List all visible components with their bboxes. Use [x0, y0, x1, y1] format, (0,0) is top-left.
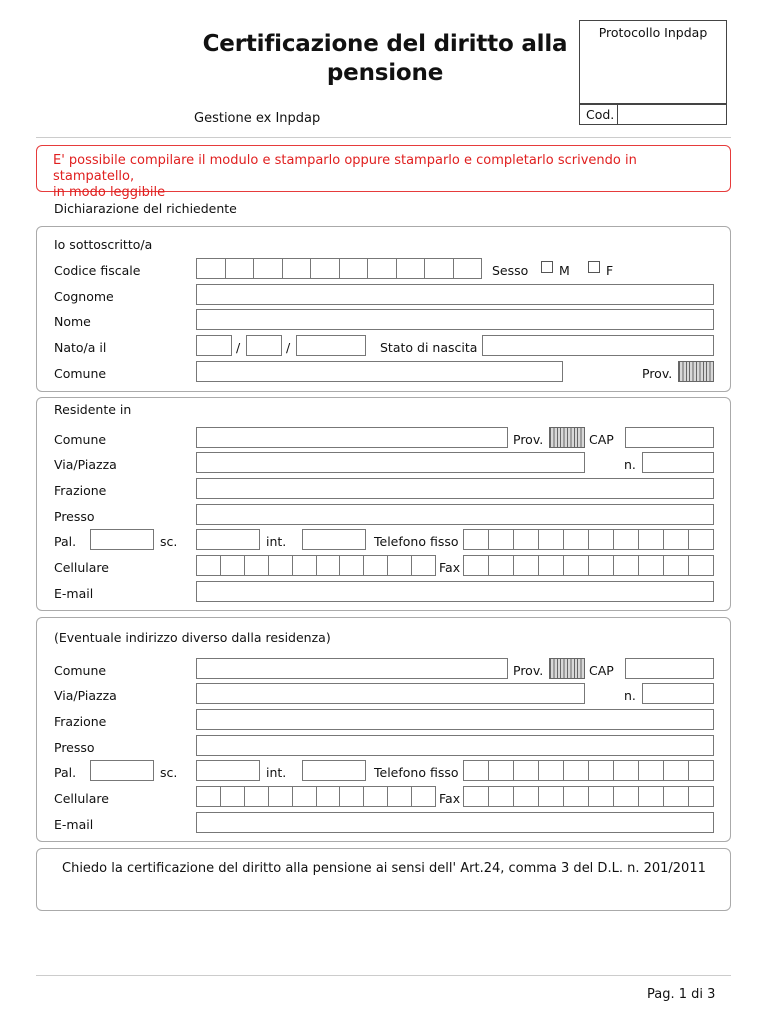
title-line-1: Certificazione del diritto alla	[202, 31, 568, 57]
request-section	[36, 848, 731, 911]
birth-country-label: Stato di nascita	[380, 340, 478, 355]
residence-province-input[interactable]	[549, 427, 585, 448]
alt-email-label: E-mail	[54, 817, 94, 832]
alt-fax-input[interactable]	[463, 786, 714, 807]
birth-municipality-label: Comune	[54, 366, 107, 381]
name-input[interactable]	[196, 309, 714, 330]
alt-municipality-input[interactable]	[196, 658, 508, 679]
alt-province-input[interactable]	[549, 658, 585, 679]
alt-hamlet-label: Frazione	[54, 714, 107, 729]
sex-male-checkbox[interactable]	[541, 261, 553, 273]
residence-staircase-label: sc.	[160, 534, 178, 549]
sex-male-label: M	[559, 263, 570, 278]
residence-interior-label: int.	[266, 534, 287, 549]
birth-date-label: Nato/a il	[54, 340, 107, 355]
residence-fax-label: Fax	[439, 560, 461, 575]
notice-line-1: E' possibile compilare il modulo e stamparlo oppure stamparlo e completarlo scrivendo in stampatello,	[53, 153, 637, 184]
alt-street-label: Via/Piazza	[54, 688, 117, 703]
alt-hamlet-input[interactable]	[196, 709, 714, 730]
alt-cap-input[interactable]	[625, 658, 714, 679]
residence-interior-input[interactable]	[302, 529, 366, 550]
residence-municipality-label: Comune	[54, 432, 107, 447]
birth-municipality-input[interactable]	[196, 361, 563, 382]
residence-landline-input[interactable]	[463, 529, 714, 550]
sex-female-checkbox[interactable]	[588, 261, 600, 273]
alt-staircase-input[interactable]	[196, 760, 260, 781]
personal-heading: Io sottoscritto/a	[54, 237, 153, 252]
residence-cap-label: CAP	[589, 432, 614, 447]
residence-street-input[interactable]	[196, 452, 585, 473]
residence-staircase-input[interactable]	[196, 529, 260, 550]
title-line-2: pensione	[326, 60, 444, 86]
alt-number-input[interactable]	[642, 683, 714, 704]
alt-interior-label: int.	[266, 765, 287, 780]
alt-mobile-input[interactable]	[196, 786, 436, 807]
request-text: Chiedo la certificazione del diritto alla pensione ai sensi dell' Art.24, comma 3 del D.L. n. 201/2011	[62, 861, 706, 876]
residence-hamlet-label: Frazione	[54, 483, 107, 498]
birth-year-input[interactable]	[296, 335, 366, 356]
residence-number-label: n.	[624, 457, 636, 472]
residence-mobile-input[interactable]	[196, 555, 436, 576]
residence-municipality-input[interactable]	[196, 427, 508, 448]
residence-careof-label: Presso	[54, 509, 95, 524]
alt-number-label: n.	[624, 688, 636, 703]
alt-email-input[interactable]	[196, 812, 714, 833]
alt-mobile-label: Cellulare	[54, 791, 109, 806]
tax-code-label: Codice fiscale	[54, 263, 141, 278]
sex-female-label: F	[606, 263, 614, 278]
subtitle: Gestione ex Inpdap	[194, 111, 321, 126]
name-label: Nome	[54, 314, 91, 329]
protocol-label: Protocollo Inpdap	[598, 25, 708, 40]
alt-careof-input[interactable]	[196, 735, 714, 756]
residence-mobile-label: Cellulare	[54, 560, 109, 575]
birth-province-input[interactable]	[678, 361, 714, 382]
divider	[36, 137, 731, 138]
code-label: Cod.	[580, 105, 618, 124]
surname-label: Cognome	[54, 289, 114, 304]
alt-cap-label: CAP	[589, 663, 614, 678]
date-separator: /	[286, 340, 291, 355]
residence-street-label: Via/Piazza	[54, 457, 117, 472]
alt-careof-label: Presso	[54, 740, 95, 755]
residence-cap-input[interactable]	[625, 427, 714, 448]
alt-landline-label: Telefono fisso	[374, 765, 459, 780]
alt-address-heading: (Eventuale indirizzo diverso dalla residenza)	[54, 630, 331, 645]
sex-label: Sesso	[492, 263, 529, 278]
alt-municipality-label: Comune	[54, 663, 107, 678]
residence-fax-input[interactable]	[463, 555, 714, 576]
protocol-box	[579, 20, 727, 104]
footer-divider	[36, 975, 731, 976]
alt-fax-label: Fax	[439, 791, 461, 806]
residence-province-label: Prov.	[513, 432, 544, 447]
birth-month-input[interactable]	[246, 335, 282, 356]
notice-line-2: in modo leggibile	[53, 185, 166, 200]
alt-interior-input[interactable]	[302, 760, 366, 781]
residence-email-label: E-mail	[54, 586, 94, 601]
residence-number-input[interactable]	[642, 452, 714, 473]
page-title	[170, 30, 600, 88]
applicant-heading: Dichiarazione del richiedente	[54, 201, 237, 216]
residence-hamlet-input[interactable]	[196, 478, 714, 499]
code-box[interactable]	[579, 104, 727, 125]
alt-province-label: Prov.	[513, 663, 544, 678]
birth-day-input[interactable]	[196, 335, 232, 356]
residence-building-label: Pal.	[54, 534, 77, 549]
alt-street-input[interactable]	[196, 683, 585, 704]
residence-heading: Residente in	[54, 402, 132, 417]
residence-building-input[interactable]	[90, 529, 154, 550]
alt-staircase-label: sc.	[160, 765, 178, 780]
alt-building-label: Pal.	[54, 765, 77, 780]
notice-box	[36, 145, 731, 200]
residence-email-input[interactable]	[196, 581, 714, 602]
birth-country-input[interactable]	[482, 335, 714, 356]
alt-building-input[interactable]	[90, 760, 154, 781]
tax-code-input[interactable]	[196, 258, 482, 279]
alt-landline-input[interactable]	[463, 760, 714, 781]
residence-landline-label: Telefono fisso	[374, 534, 459, 549]
surname-input[interactable]	[196, 284, 714, 305]
date-separator: /	[236, 340, 241, 355]
page-number: Pag. 1 di 3	[647, 987, 716, 1002]
birth-province-label: Prov.	[642, 366, 673, 381]
residence-careof-input[interactable]	[196, 504, 714, 525]
